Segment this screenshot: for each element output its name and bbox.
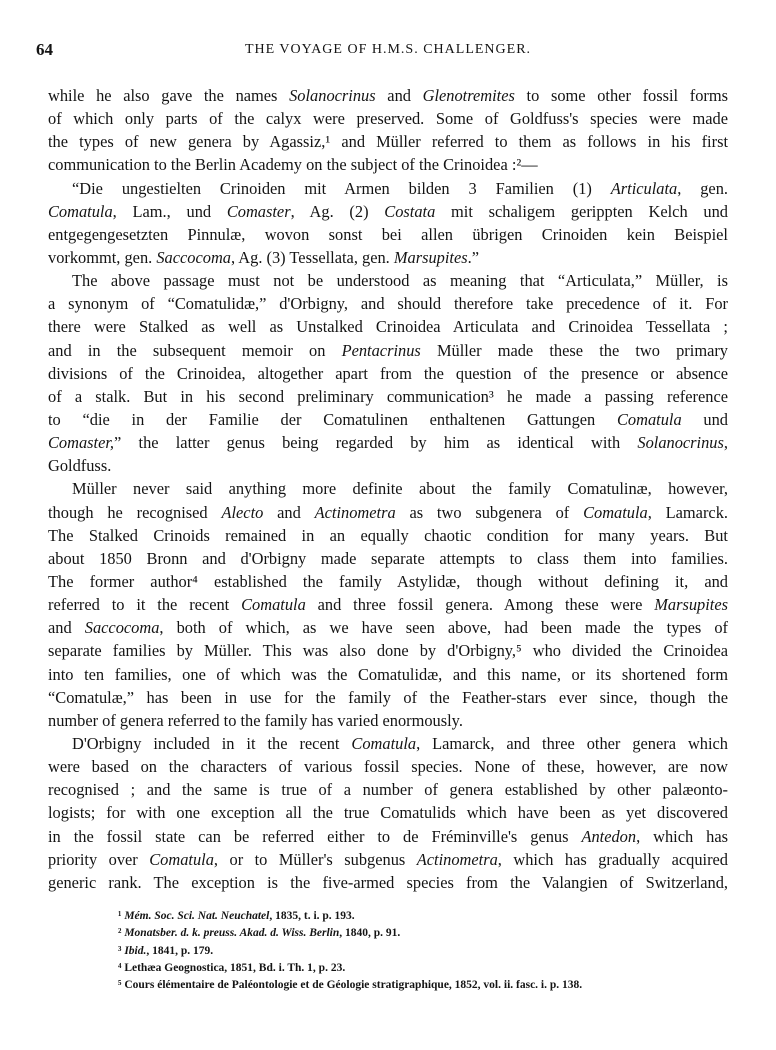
italic-term: Saccocoma (84, 618, 160, 638)
text-run: were based on the characters of various fossil species. None of these, however, are now (48, 757, 728, 777)
text-run: , 1835, t. i. p. 193. (269, 910, 355, 922)
text-line (48, 385, 728, 408)
text-run: of a stalk. But in his second preliminary communication³ he made a passing reference (48, 386, 728, 406)
italic-term: Comatula (616, 409, 682, 429)
text-run: The Stalked Crinoids remained in an equally chaotic condition for many years. But (48, 525, 728, 545)
text-run: referred to it the recent (48, 595, 242, 615)
text-line (48, 547, 728, 570)
italic-term: Comatula (241, 595, 306, 615)
text-run: und (681, 409, 728, 429)
text-run: , both of which, as we have seen above, had been made the types of (159, 618, 728, 638)
text-line (48, 593, 728, 616)
text-line (48, 408, 728, 431)
text-line (48, 107, 728, 130)
text-run: Müller never said anything more definite about the family Comatulinæ, however, (72, 479, 728, 499)
text-run: ² (118, 927, 125, 940)
text-run: “Die ungestielten Crinoiden mit Armen bilden 3 Familien (1) (72, 178, 611, 198)
text-line (48, 663, 728, 686)
text-line (48, 709, 728, 732)
italic-term: Articulata (610, 178, 678, 198)
italic-term: Costata (384, 201, 436, 221)
text-run: the types of new genera by Agassiz,¹ and Müller referred to them as follows in his first (48, 132, 728, 152)
text-run: ¹ (118, 910, 125, 922)
text-run: to some other fossil forms (514, 86, 728, 105)
footnote (118, 977, 582, 994)
italic-term: Solanocrinus (289, 86, 376, 105)
italic-term: Alecto (221, 502, 264, 522)
text-line (48, 362, 728, 385)
italic-term: Mém. Soc. Sci. Nat. Neuchatel (124, 910, 270, 922)
text-run: entgegengesetzten Pinnulæ, wovon sonst bei allen übrigen Crinoiden kein Beispiel (48, 224, 728, 244)
footnote (118, 943, 582, 960)
text-run: , (723, 433, 728, 453)
italic-term: Saccocoma (156, 247, 231, 267)
text-run: , Lamarck, and three other genera which (416, 733, 728, 753)
text-run: logists; for with one exception all the true Comatulids which have been as yet discovered (48, 803, 728, 823)
italic-term: Ibid. (124, 944, 147, 957)
text-run: though he recognised (48, 502, 222, 522)
text-run: number of genera referred to the family has varied enormously. (48, 710, 463, 730)
footnote (118, 925, 582, 942)
text-run: there were Stalked as well as Unstalked Crinoidea Articulata and Crinoidea Tessellata ; (48, 317, 728, 337)
text-run: ⁴ Lethæa Geognostica, 1851, Bd. i. Th. 1, p. 23. (118, 961, 346, 974)
text-run: vorkommt, gen. (48, 247, 157, 267)
running-title: THE VOYAGE OF H.M.S. CHALLENGER. (244, 42, 532, 57)
italic-term: Actinometra (416, 849, 498, 869)
text-line (48, 431, 728, 454)
text-run: The former author⁴ established the family Astylidæ, though without defining it, and (48, 571, 728, 591)
footnote (118, 960, 582, 977)
body-text (48, 84, 728, 894)
text-run: and three fossil genera. Among these were (305, 595, 655, 615)
text-run: a synonym of “Comatulidæ,” d'Orbigny, and should therefore take precedence of it. For (48, 294, 728, 314)
text-line (48, 755, 728, 778)
text-line (48, 292, 728, 315)
text-run: , Lam., und (112, 201, 227, 221)
text-line (48, 871, 728, 894)
text-run: and (263, 502, 315, 522)
text-run: Müller made these the two primary (420, 340, 728, 360)
page-number: 64 (36, 40, 53, 59)
text-line (48, 454, 728, 477)
text-run: communication to the Berlin Academy on the subject of the Crinoidea :²— (48, 155, 538, 175)
text-line (48, 639, 728, 662)
italic-term: Marsupites (393, 247, 468, 267)
text-run: mit schaligem gerippten Kelch und (435, 201, 728, 221)
text-run: , which has (636, 826, 728, 846)
text-line (48, 825, 728, 848)
text-run: , Ag. (2) (290, 201, 385, 221)
italic-term: Glenotremites (422, 86, 515, 105)
text-run: in the fossil state can be referred either to de Fréminville's genus (48, 826, 582, 846)
italic-term: Comatula (583, 502, 648, 522)
italic-term: Solanocrinus (637, 433, 724, 453)
text-run: The above passage must not be understood as meaning that “Articulata,” Müller, is (72, 271, 728, 291)
text-run: as two subgenera of (395, 502, 584, 522)
text-run: into ten families, one of which was the Comatulidæ, and this name, or its shortened form (48, 664, 728, 684)
text-line (48, 501, 728, 524)
italic-term: Comaster, (48, 433, 115, 453)
text-line (48, 848, 728, 871)
text-line (48, 616, 728, 639)
italic-term: Comaster (226, 201, 291, 221)
text-run: ³ (118, 944, 125, 957)
italic-term: Comatula (48, 201, 113, 221)
text-run: divisions of the Crinoidea, altogether apart from the question of the presence or absence (48, 363, 728, 383)
italic-term: Comatula (149, 849, 214, 869)
text-line (48, 686, 728, 709)
text-run: “Comatulæ,” has been in use for the family of the Feather-stars ever since, though the (48, 687, 728, 707)
text-line (48, 778, 728, 801)
italic-term: Antedon (581, 826, 637, 846)
text-line (48, 477, 728, 500)
text-run: ” the latter genus being regarded by him as identical with (114, 433, 638, 453)
text-run: , which has gradually acquired (497, 849, 729, 869)
text-run: recognised ; and the same is true of a number of genera established by other palæonto- (48, 780, 728, 800)
text-line (48, 223, 728, 246)
text-run: to “die in der Familie der Comatulinen enthaltenen Gattungen (48, 409, 617, 429)
text-run: while he also gave the names (48, 86, 290, 105)
italic-term: Comatula (351, 733, 417, 753)
text-line (48, 84, 728, 107)
italic-term: Pentacrinus (341, 340, 421, 360)
text-run: , gen. (677, 178, 728, 198)
text-line (48, 130, 728, 153)
italic-term: Actinometra (314, 502, 396, 522)
text-line (48, 269, 728, 292)
text-run: .” (467, 247, 480, 267)
italic-term: Marsupites (654, 595, 728, 615)
text-run: , or to Müller's subgenus (213, 849, 417, 869)
text-run: D'Orbigny included in it the recent (72, 733, 352, 753)
text-line (48, 732, 728, 755)
italic-term: Monatsber. d. k. preuss. Akad. d. Wiss. Berlin (124, 927, 340, 940)
text-run: , 1840, p. 91. (339, 927, 401, 940)
text-line (48, 315, 728, 338)
text-run: , Lamarck. (647, 502, 728, 522)
text-run: , 1841, p. 179. (146, 944, 214, 957)
text-run: of which only parts of the calyx were preserved. Some of Goldfuss's species were made (48, 109, 728, 129)
text-run: and (48, 618, 85, 638)
text-line (48, 339, 728, 362)
text-run: priority over (48, 849, 150, 869)
text-run: ⁵ Cours élémentaire de Paléontologie et de Géologie stratigraphique, 1852, vol. ii. fasc. i. p. 138. (118, 979, 583, 992)
footnotes (118, 908, 582, 994)
text-line (48, 246, 728, 269)
text-run: and in the subsequent memoir on (48, 340, 342, 360)
text-run: and (375, 86, 423, 105)
text-line (48, 153, 728, 176)
text-run: about 1850 Bronn and d'Orbigny made separate attempts to class them into families. (48, 548, 728, 568)
text-line (48, 177, 728, 200)
text-run: Goldfuss. (48, 456, 112, 476)
text-run: generic rank. The exception is the five-armed species from the Valangien of Switzerland, (48, 872, 728, 892)
text-line (48, 570, 728, 593)
text-line (48, 200, 728, 223)
footnote (118, 908, 582, 925)
text-line (48, 801, 728, 824)
text-run: separate families by Müller. This was also done by d'Orbigny,⁵ who divided the Crinoidea (48, 641, 728, 661)
text-run: , Ag. (3) Tessellata, gen. (231, 247, 394, 267)
text-line (48, 524, 728, 547)
